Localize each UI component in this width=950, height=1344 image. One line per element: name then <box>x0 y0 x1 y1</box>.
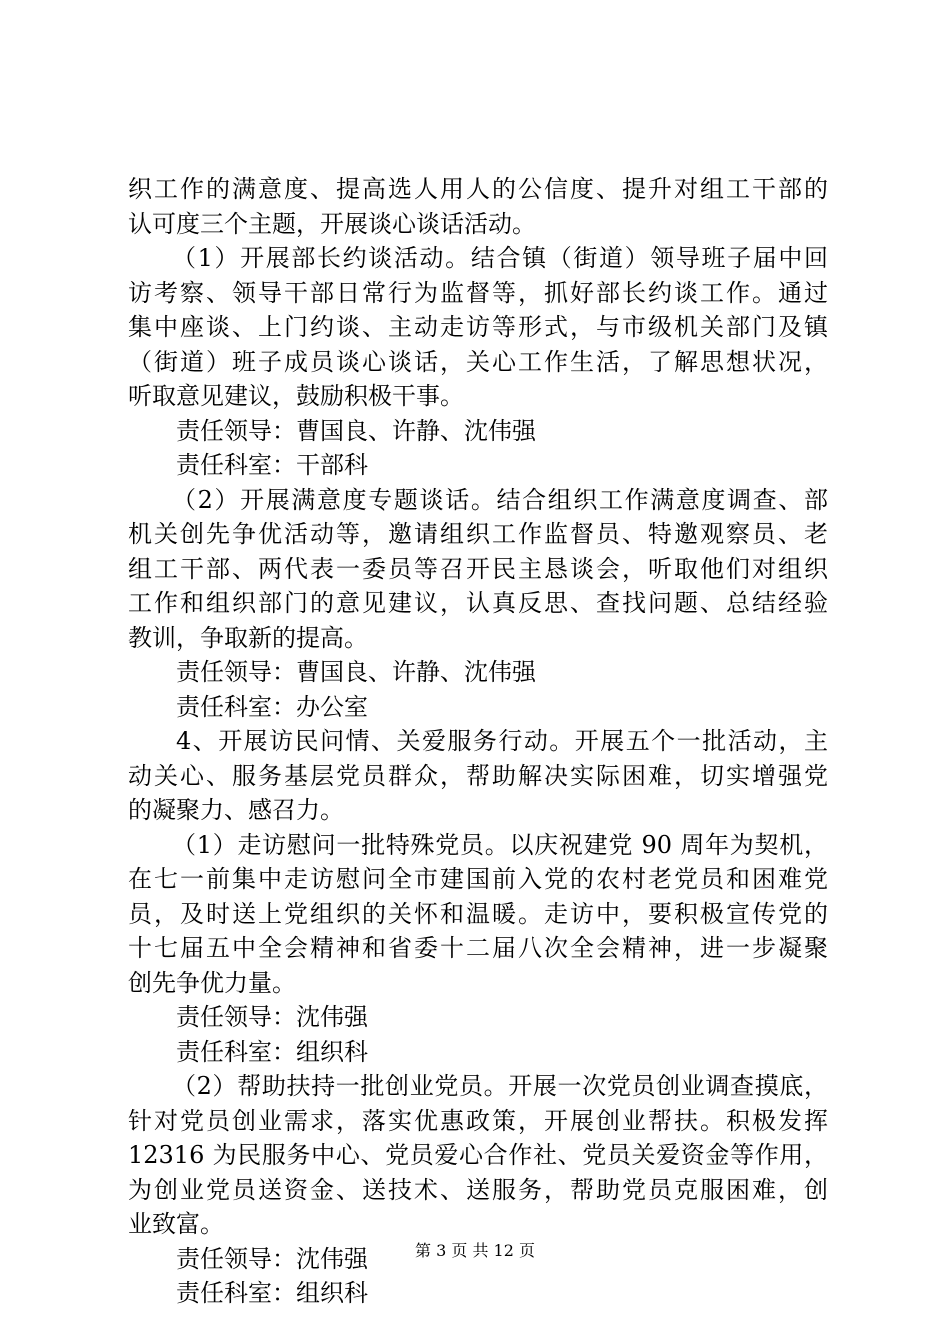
text-line: 针对党员创业需求，落实优惠政策，开展创业帮扶。积极发挥 <box>128 1106 828 1135</box>
text-line: 听取意见建议，鼓励积极干事。 <box>128 382 464 410</box>
responsible-leader: 责任领导：曹国良、许静、沈伟强 <box>176 416 536 445</box>
responsible-department: 责任科室：组织科 <box>176 1037 368 1066</box>
text-line: 集中座谈、上门约谈、主动走访等形式，与市级机关部门及镇 <box>128 313 828 341</box>
text-line: （2）开展满意度专题谈话。结合组织工作满意度调查、部 <box>172 485 828 514</box>
text-line: 为创业党员送资金、送技术、送服务，帮助党员克服困难，创 <box>128 1175 828 1204</box>
text-line: 访考察、领导干部日常行为监督等，抓好部长约谈工作。通过 <box>128 278 828 307</box>
responsible-department: 责任科室：干部科 <box>176 451 368 479</box>
text-line: 工作和组织部门的意见建议，认真反思、查找问题、总结经验 <box>128 589 828 617</box>
document-body <box>128 172 828 1311</box>
text-line: 动关心、服务基层党员群众，帮助解决实际困难，切实增强党 <box>128 761 828 790</box>
text-line: 12316 为民服务中心、党员爱心合作社、党员关爱资金等作用， <box>128 1141 828 1169</box>
page-footer: 第 3 页 共 12 页 <box>415 1241 535 1260</box>
text-line: 员，及时送上党组织的关怀和温暖。走访中，要积极宣传党的 <box>128 899 828 928</box>
section-heading: 4、开展访民问情、关爱服务行动。开展五个一批活动，主 <box>176 727 828 755</box>
text-line: 的凝聚力、感召力。 <box>128 796 344 824</box>
responsible-leader: 责任领导：曹国良、许静、沈伟强 <box>176 658 536 686</box>
responsible-leader: 责任领导：沈伟强 <box>176 1244 368 1273</box>
text-line: 十七届五中全会精神和省委十二届八次全会精神，进一步凝聚 <box>128 934 828 962</box>
responsible-department: 责任科室：办公室 <box>176 692 368 721</box>
text-line: 教训，争取新的提高。 <box>128 623 368 652</box>
text-line: 机关创先争优活动等，邀请组织工作监督员、特邀观察员、老 <box>128 520 828 548</box>
text-line: 织工作的满意度、提高选人用人的公信度、提升对组工干部的 <box>128 175 828 203</box>
text-line: 业致富。 <box>128 1210 224 1238</box>
responsible-department: 责任科室：组织科 <box>176 1279 368 1307</box>
text-line: 创先争优力量。 <box>128 968 296 997</box>
responsible-leader: 责任领导：沈伟强 <box>176 1003 368 1031</box>
text-line: 认可度三个主题，开展谈心谈话活动。 <box>128 209 536 238</box>
text-line: 在七一前集中走访慰问全市建国前入党的农村老党员和困难党 <box>128 865 828 893</box>
text-line: 组工干部、两代表一委员等召开民主恳谈会，听取他们对组织 <box>128 554 828 583</box>
text-line: （2）帮助扶持一批创业党员。开展一次党员创业调查摸底， <box>172 1072 828 1100</box>
text-line: （1）走访慰问一批特殊党员。以庆祝建党 90 周年为契机， <box>172 830 828 859</box>
text-line: （1）开展部长约谈活动。结合镇（街道）领导班子届中回 <box>172 244 828 272</box>
text-line: （街道）班子成员谈心谈话，关心工作生活，了解思想状况， <box>128 347 828 376</box>
